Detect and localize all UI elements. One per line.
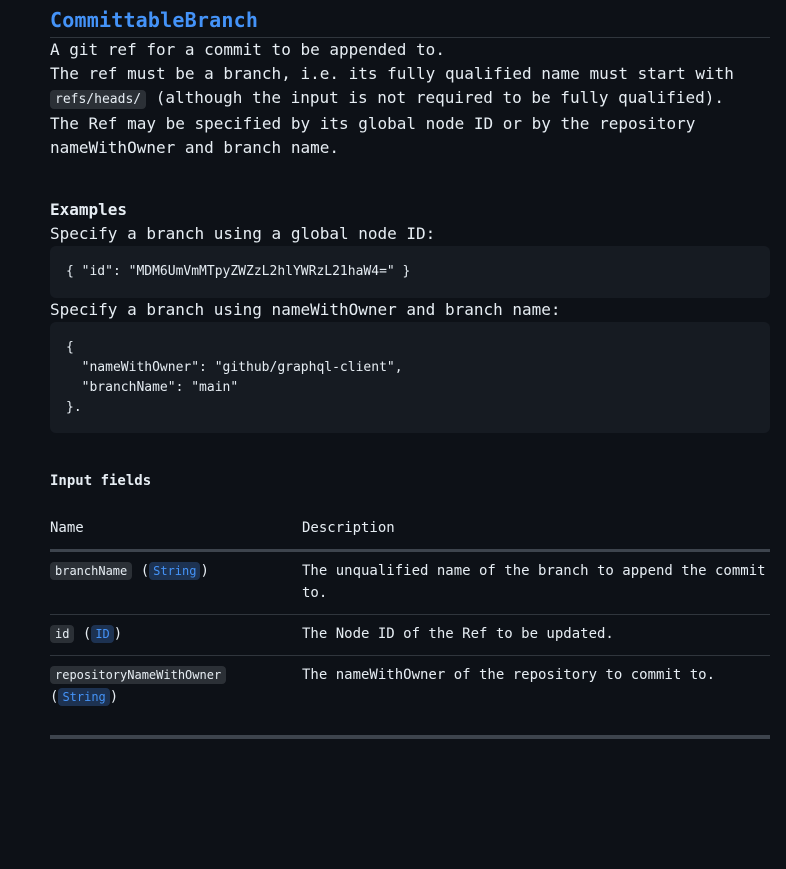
- field-type-link[interactable]: String: [149, 562, 200, 580]
- field-description: The unqualified name of the branch to append the commit to.: [302, 551, 770, 615]
- example1-code-block[interactable]: { "id": "MDM6UmVmMTpyZWZzL2hlYWRzL21haW4=" }: [50, 246, 770, 298]
- table-row: [50, 551, 770, 615]
- page-title[interactable]: CommittableBranch: [50, 0, 770, 38]
- example1-text: Specify a branch using a global node ID:: [50, 224, 436, 243]
- table-row: [50, 615, 770, 656]
- field-name-cell: [50, 551, 302, 615]
- field-description: The nameWithOwner of the repository to commit to.: [302, 656, 770, 738]
- paren-close: ): [113, 626, 123, 642]
- field-type-link[interactable]: String: [58, 688, 109, 706]
- intro-text: A git ref for a commit to be appended to.: [50, 40, 445, 59]
- field-name-cell: [50, 615, 302, 656]
- input-fields-heading: Input fields: [50, 473, 152, 489]
- field-name: branchName: [50, 562, 132, 580]
- field-type-link[interactable]: ID: [91, 625, 113, 643]
- table-header-row: [50, 517, 770, 551]
- paren-open: (: [140, 563, 150, 579]
- paren-open: (: [50, 689, 59, 705]
- field-name: repositoryNameWithOwner: [50, 666, 226, 684]
- input-fields-table: [50, 517, 770, 739]
- ref-note-after: (although the input is not required to be fully qualified).: [146, 88, 725, 107]
- ref-note: [50, 62, 770, 112]
- paren-close: ): [200, 563, 209, 579]
- column-header-description: Description: [302, 517, 770, 551]
- example2-text: Specify a branch using nameWithOwner and branch name:: [50, 300, 561, 319]
- example2-code-block[interactable]: { "nameWithOwner": "github/graphql-client", "branchName": "main" }.: [50, 322, 770, 433]
- doc-content: [50, 0, 770, 739]
- examples-heading: Examples: [50, 200, 128, 219]
- field-name: id: [50, 625, 74, 643]
- column-header-name: Name: [50, 517, 302, 551]
- field-description: The Node ID of the Ref to be updated.: [302, 615, 770, 656]
- ref-spec-text: The Ref may be specified by its global node ID or by the repository nameWithOwner and branch name.: [50, 114, 696, 157]
- ref-note-before: The ref must be a branch, i.e. its fully qualified name must start with: [50, 64, 734, 83]
- ref-note-code: refs/heads/: [50, 90, 146, 109]
- paren-close: ): [109, 689, 119, 705]
- table-row: [50, 656, 770, 738]
- paren-open: (: [82, 626, 92, 642]
- field-name-cell: [50, 656, 302, 738]
